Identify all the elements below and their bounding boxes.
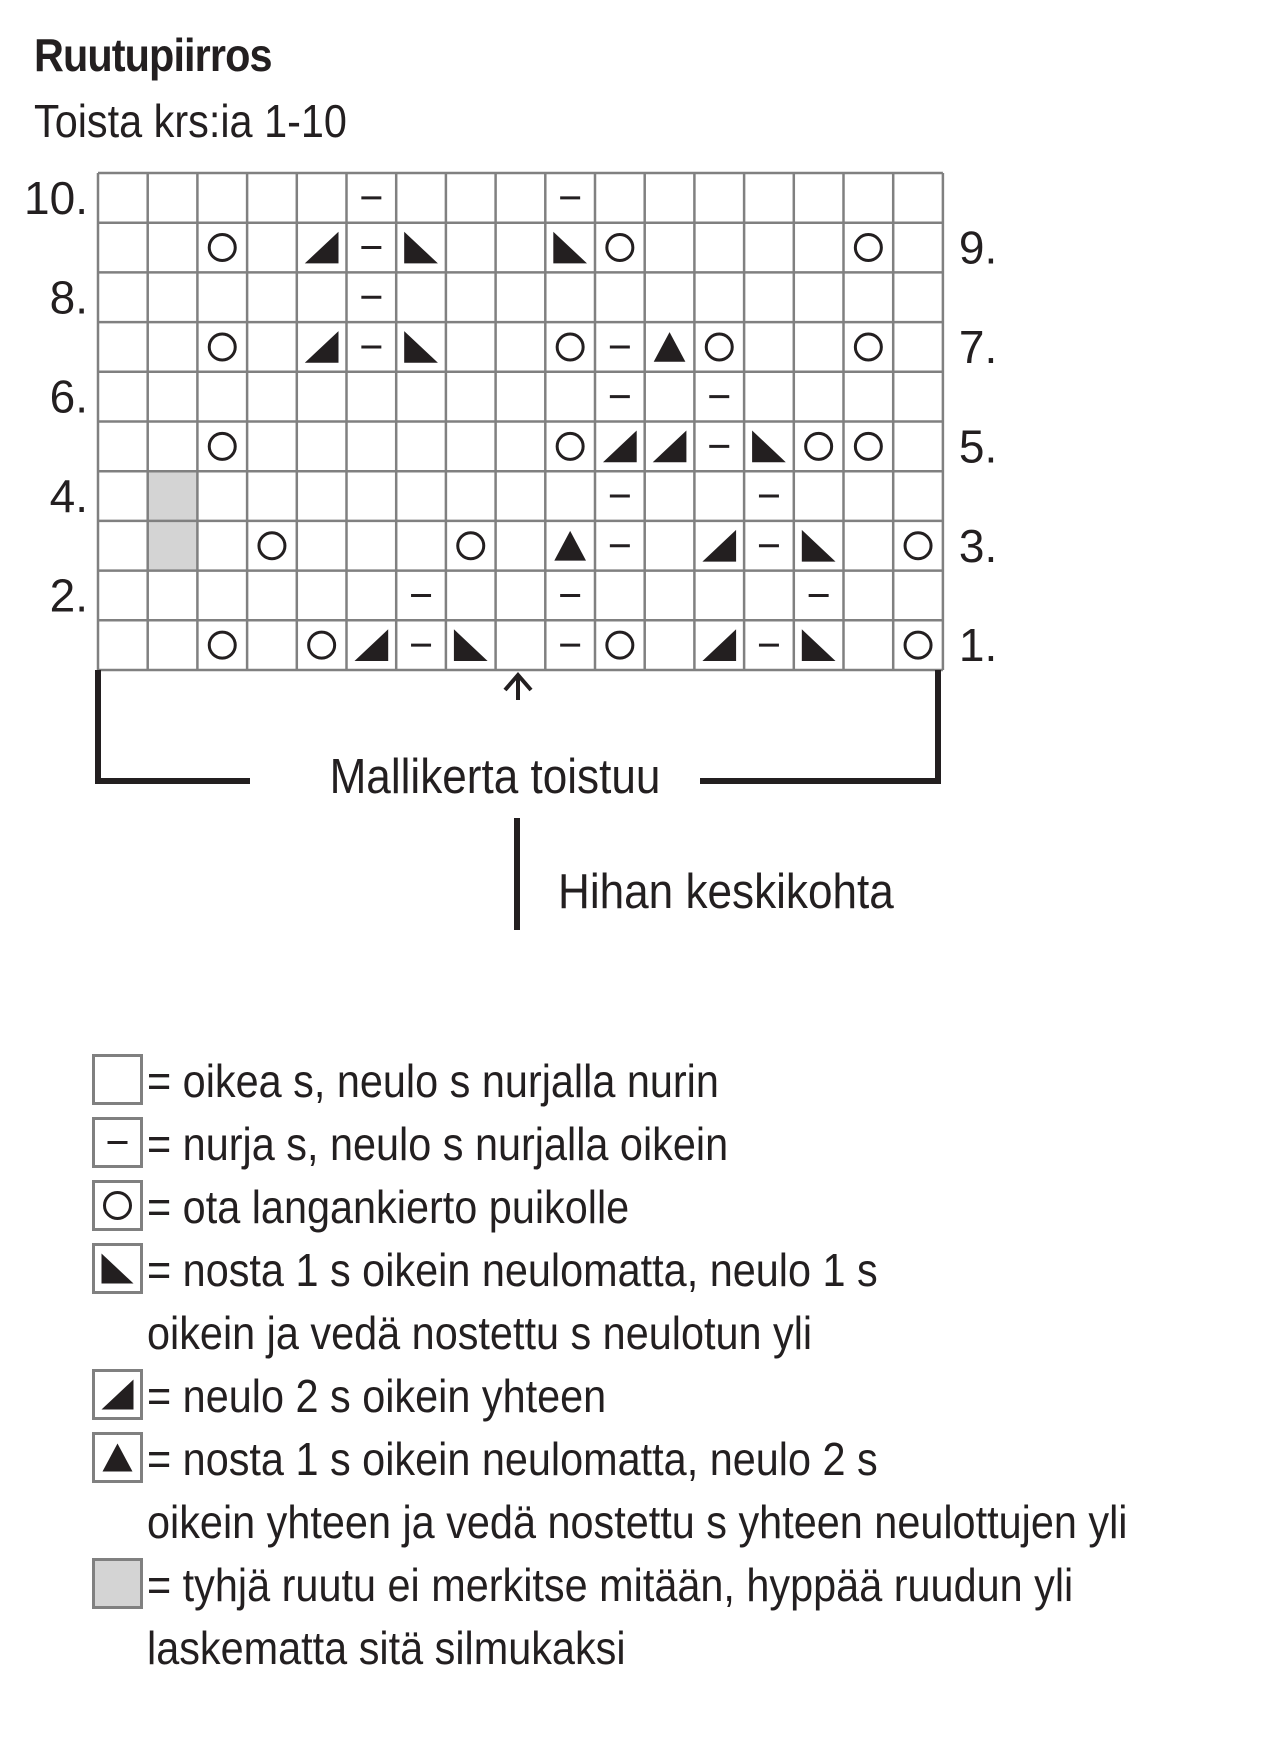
chart-cell — [545, 372, 595, 422]
chart-cell — [446, 620, 496, 670]
legend-text — [147, 1428, 1127, 1554]
chart-cell — [545, 620, 595, 670]
legend-line: = oikea s, neulo s nurjalla nurin — [147, 1055, 719, 1107]
chart-cell — [545, 422, 595, 472]
chart-cell — [197, 422, 247, 472]
chart-cell — [347, 422, 397, 472]
chart-cell — [496, 322, 546, 372]
chart-cell — [446, 322, 496, 372]
legend-item — [92, 1176, 1236, 1239]
chart-cell — [396, 620, 446, 670]
chart-cell — [148, 322, 198, 372]
chart-cell — [545, 173, 595, 223]
chart-cell — [347, 272, 397, 322]
chart-cell — [98, 571, 148, 621]
chart-cell — [148, 521, 198, 571]
chart-cell — [396, 571, 446, 621]
chart-cell — [545, 223, 595, 273]
legend-line: laskematta sitä silmukaksi — [147, 1622, 626, 1674]
chart-cell — [694, 223, 744, 273]
chart-cell — [744, 471, 794, 521]
chart-cell — [694, 620, 744, 670]
chart-cell — [694, 173, 744, 223]
chart-cell — [446, 521, 496, 571]
chart-cell — [347, 620, 397, 670]
chart-cell — [347, 471, 397, 521]
chart-cell — [595, 322, 645, 372]
chart-cell — [197, 272, 247, 322]
legend-text — [147, 1050, 719, 1113]
row-label: 7. — [958, 320, 998, 373]
chart-cell — [496, 422, 546, 472]
chart-cell — [844, 372, 894, 422]
legend-text — [147, 1554, 1073, 1680]
chart-cell — [98, 372, 148, 422]
chart-cell — [645, 173, 695, 223]
chart-cell — [496, 620, 546, 670]
chart-cell — [197, 521, 247, 571]
chart-cell — [645, 322, 695, 372]
chart-cell — [744, 223, 794, 273]
chart-cell — [297, 521, 347, 571]
chart-cell — [446, 571, 496, 621]
chart-cell — [545, 322, 595, 372]
center-arrow — [505, 675, 531, 700]
chart-cell — [496, 372, 546, 422]
chart-cell — [396, 173, 446, 223]
chart-cell — [694, 422, 744, 472]
chart-cell — [694, 272, 744, 322]
legend-item — [92, 1428, 1236, 1554]
chart-cell — [694, 571, 744, 621]
chart-cell — [496, 571, 546, 621]
chart-cell — [446, 272, 496, 322]
chart-cell — [297, 272, 347, 322]
chart-cell — [396, 223, 446, 273]
chart-cell — [247, 422, 297, 472]
chart-cell — [347, 521, 397, 571]
legend-symbol-o — [92, 1180, 143, 1231]
chart-cell — [794, 223, 844, 273]
chart-cell — [148, 272, 198, 322]
chart-cell — [98, 223, 148, 273]
chart-cell — [297, 471, 347, 521]
legend-text — [147, 1239, 878, 1365]
chart-cell — [545, 521, 595, 571]
row-label: 6. — [49, 370, 88, 423]
chart-cell — [893, 571, 943, 621]
chart-cell — [197, 322, 247, 372]
chart-cell — [694, 322, 744, 372]
row-label: 2. — [49, 569, 88, 622]
chart-cell — [148, 372, 198, 422]
chart-cell — [197, 173, 247, 223]
chart-cell — [297, 620, 347, 670]
chart-cell — [645, 521, 695, 571]
chart-cell — [794, 322, 844, 372]
chart-cell — [893, 422, 943, 472]
legend-line: = ota langankierto puikolle — [147, 1181, 630, 1233]
chart-cell — [893, 372, 943, 422]
chart-cell — [595, 571, 645, 621]
chart-cell — [148, 471, 198, 521]
chart-cell — [893, 322, 943, 372]
legend-line: oikein ja vedä nostettu s neulotun yli — [147, 1307, 813, 1359]
chart-cell — [496, 223, 546, 273]
chart-cell — [197, 571, 247, 621]
legend-symbol-ssk — [92, 1243, 143, 1294]
chart-cell — [893, 471, 943, 521]
chart-cell — [347, 571, 397, 621]
chart-cell — [148, 571, 198, 621]
chart-cell — [595, 471, 645, 521]
chart-cell — [347, 223, 397, 273]
chart-cell — [893, 521, 943, 571]
chart-cell — [98, 422, 148, 472]
chart-title: Ruutupiirros — [34, 29, 272, 81]
chart-cell — [247, 372, 297, 422]
chart-cell — [645, 620, 695, 670]
chart-cell — [446, 422, 496, 472]
chart-cell — [744, 422, 794, 472]
chart-cell — [396, 422, 446, 472]
chart-cell — [744, 372, 794, 422]
chart-annotations — [98, 670, 938, 930]
chart-cell — [446, 471, 496, 521]
sleeve-center-label: Hihan keskikohta — [558, 863, 894, 919]
legend-item — [92, 1113, 1236, 1176]
chart-cell — [446, 173, 496, 223]
chart-cell — [297, 372, 347, 422]
chart-cell — [496, 272, 546, 322]
chart-cell — [247, 471, 297, 521]
chart-cell — [893, 223, 943, 273]
chart-cell — [545, 571, 595, 621]
chart-cell — [496, 471, 546, 521]
legend-symbol-k — [92, 1054, 143, 1105]
chart-cell — [98, 521, 148, 571]
legend-symbol-k2tog — [92, 1369, 143, 1420]
chart-cell — [595, 521, 645, 571]
chart-cell — [496, 521, 546, 571]
chart-cell — [744, 272, 794, 322]
chart-cell — [893, 272, 943, 322]
chart-cell — [794, 422, 844, 472]
chart-cell — [645, 223, 695, 273]
chart-cell — [297, 223, 347, 273]
chart-cell — [247, 620, 297, 670]
legend-item — [92, 1050, 1236, 1113]
chart-cell — [844, 322, 894, 372]
chart-cell — [794, 372, 844, 422]
legend — [92, 1050, 1236, 1680]
legend-text — [147, 1113, 728, 1176]
chart-cell — [595, 173, 645, 223]
chart-subtitle: Toista krs:ia 1-10 — [34, 95, 347, 147]
chart-cell — [396, 521, 446, 571]
chart-cell — [595, 223, 645, 273]
chart-cell — [645, 571, 695, 621]
chart-cell — [247, 223, 297, 273]
chart-cell — [844, 422, 894, 472]
chart-cell — [297, 322, 347, 372]
chart-cell — [347, 173, 397, 223]
legend-item — [92, 1239, 1236, 1365]
chart-cell — [545, 471, 595, 521]
chart-cell — [247, 521, 297, 571]
chart-cell — [893, 173, 943, 223]
chart-cell — [794, 521, 844, 571]
chart-cell — [844, 471, 894, 521]
chart-cell — [844, 620, 894, 670]
chart-cell — [98, 322, 148, 372]
legend-line: = nosta 1 s oikein neulomatta, neulo 1 s — [147, 1244, 878, 1296]
legend-symbol-p — [92, 1117, 143, 1168]
chart-cell — [744, 571, 794, 621]
chart-cell — [396, 272, 446, 322]
chart-cell — [446, 372, 496, 422]
chart-cell — [645, 272, 695, 322]
chart-cell — [794, 272, 844, 322]
chart-cell — [396, 322, 446, 372]
row-label: 1. — [958, 619, 998, 672]
chart-cell — [98, 272, 148, 322]
row-label: 10. — [24, 171, 88, 224]
chart-cell — [744, 620, 794, 670]
chart-cell — [794, 571, 844, 621]
chart-cell — [446, 223, 496, 273]
chart-cell — [794, 173, 844, 223]
legend-line: oikein yhteen ja vedä nostettu s yhteen neulottujen yli — [147, 1496, 1128, 1548]
row-label: 9. — [958, 221, 998, 274]
chart-cell — [148, 173, 198, 223]
chart-cell — [794, 471, 844, 521]
chart-cell — [645, 372, 695, 422]
chart-cell — [197, 471, 247, 521]
chart-cell — [893, 620, 943, 670]
row-label: 4. — [49, 470, 88, 523]
chart-cell — [595, 272, 645, 322]
legend-symbol-x — [92, 1558, 143, 1609]
chart-cell — [694, 521, 744, 571]
chart-cell — [297, 571, 347, 621]
chart-cell — [744, 173, 794, 223]
legend-symbol-sk2p — [92, 1432, 143, 1483]
repeat-label: Mallikerta toistuu — [329, 748, 661, 804]
chart-cell — [247, 322, 297, 372]
chart-cell — [844, 173, 894, 223]
chart-cell — [98, 471, 148, 521]
chart-cell — [247, 173, 297, 223]
chart-cell — [197, 372, 247, 422]
chart-cell — [98, 620, 148, 670]
chart-cell — [694, 372, 744, 422]
chart-grid — [24, 172, 997, 671]
legend-line: = tyhjä ruutu ei merkitse mitään, hyppää ruudun yli — [147, 1559, 1074, 1611]
legend-item — [92, 1365, 1236, 1428]
chart-cell — [744, 521, 794, 571]
row-label: 8. — [49, 271, 88, 324]
chart-cell — [347, 372, 397, 422]
chart-cell — [844, 223, 894, 273]
chart-cell — [694, 471, 744, 521]
chart-cell — [645, 471, 695, 521]
legend-line: = nosta 1 s oikein neulomatta, neulo 2 s — [147, 1433, 878, 1485]
row-label: 3. — [958, 519, 998, 572]
chart-cell — [197, 620, 247, 670]
chart-cell — [545, 272, 595, 322]
chart-cell — [98, 173, 148, 223]
chart-cell — [496, 173, 546, 223]
chart-cell — [794, 620, 844, 670]
chart-cell — [347, 322, 397, 372]
chart-cell — [148, 422, 198, 472]
chart-cell — [844, 272, 894, 322]
chart-cell — [396, 372, 446, 422]
chart-cell — [645, 422, 695, 472]
chart-cell — [595, 372, 645, 422]
chart-cell — [844, 571, 894, 621]
chart-cell — [247, 272, 297, 322]
legend-item — [92, 1554, 1236, 1680]
chart-cell — [148, 620, 198, 670]
chart-cell — [197, 223, 247, 273]
chart-cell — [148, 223, 198, 273]
chart-cell — [595, 422, 645, 472]
chart-cell — [595, 620, 645, 670]
legend-line: = neulo 2 s oikein yhteen — [147, 1370, 607, 1422]
chart-cell — [396, 471, 446, 521]
legend-text — [147, 1176, 629, 1239]
chart-cell — [247, 571, 297, 621]
row-label: 5. — [958, 420, 998, 473]
chart-cell — [744, 322, 794, 372]
chart-cell — [297, 173, 347, 223]
legend-line: = nurja s, neulo s nurjalla oikein — [147, 1118, 729, 1170]
legend-text — [147, 1365, 606, 1428]
chart-cell — [297, 422, 347, 472]
chart-cell — [844, 521, 894, 571]
